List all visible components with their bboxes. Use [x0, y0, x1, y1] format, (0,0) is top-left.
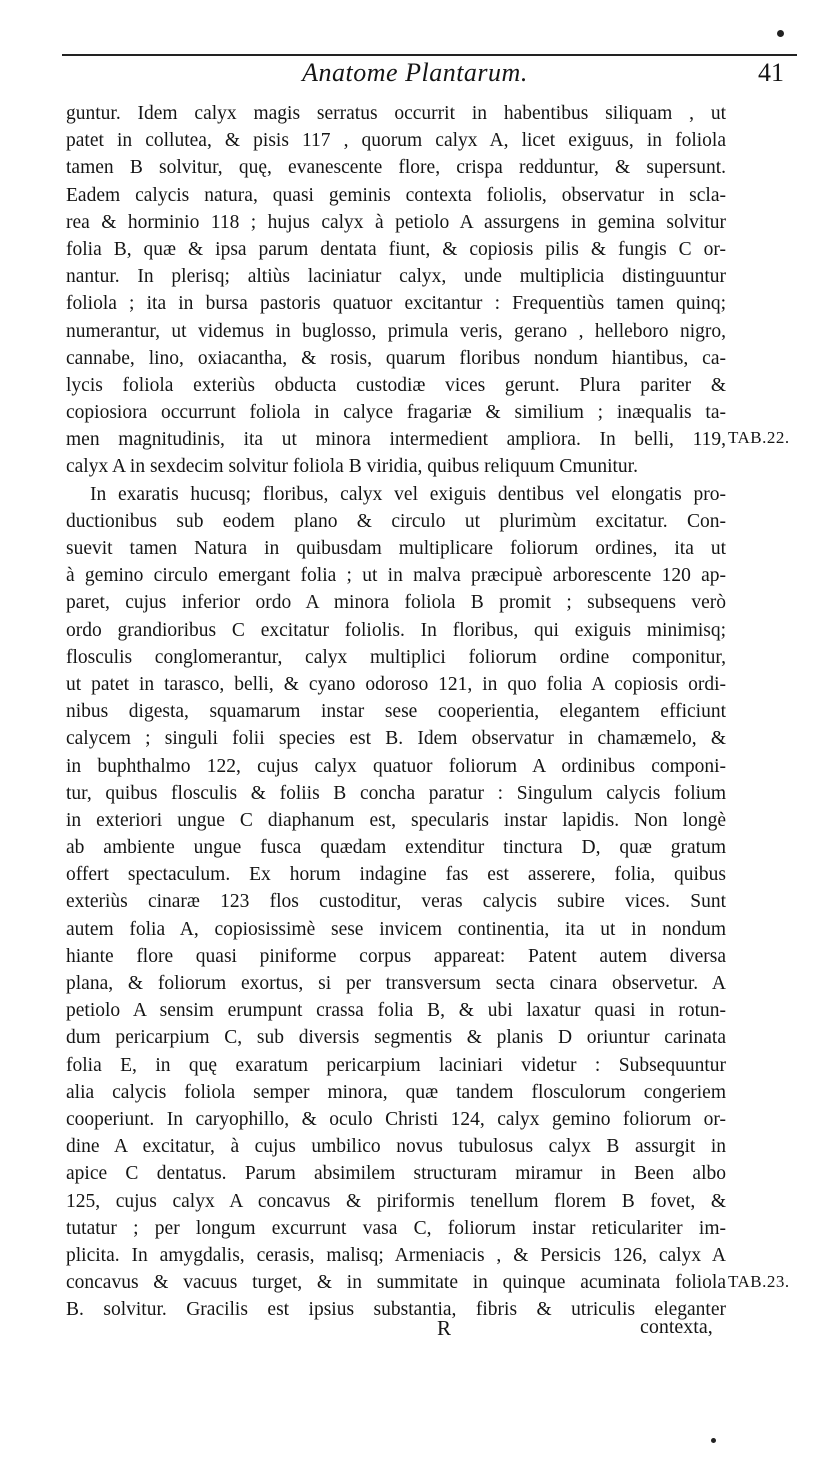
text-line: ordo grandioribus C excitatur foliolis. In floribus, qui exiguis minimisq; [66, 619, 726, 641]
text-line: calycem ; singuli folii species est B. Idem observatur in chamæmelo, & [66, 728, 726, 750]
text-line: rea & horminio 118 ; hujus calyx à petiolo A assurgens in gemina solvitur [66, 211, 726, 233]
text-line: à gemino circulo emergant folia ; ut in malva præcipuè arborescente 120 ap- [66, 565, 726, 587]
text-line: hiante flore quasi piniforme corpus appareat: Patent autem diversa [66, 945, 726, 967]
text-line: calyx A in sexdecim solvitur foliola B viridia, quibus reliquum Cmunitur. [66, 456, 638, 478]
ink-speck [711, 1438, 716, 1443]
text-line: In exaratis hucusq; floribus, calyx vel exiguis dentibus vel elongatis pro- [90, 483, 726, 505]
text-line: tamen B solvitur, quę, evanescente flore, crispa redduntur, & supersunt. [66, 157, 726, 179]
signature-mark: R [437, 1316, 452, 1340]
text-line: autem folia A, copiosissimè sese invicem continentia, ita ut in nondum [66, 918, 726, 940]
text-line: Eadem calycis natura, quasi geminis contexta foliolis, observatur in scla- [66, 184, 726, 206]
page-number: 41 [758, 58, 784, 87]
text-line: ab ambiente ungue fusca quædam extenditur tinctura D, quæ gratum [66, 837, 726, 859]
text-line: folia B, quæ & ipsa parum dentata fiunt, & copiosis pilis & fungis C or- [66, 238, 726, 260]
body-text [66, 100, 726, 1323]
text-line: cooperiunt. In caryophillo, & oculo Christi 124, calyx gemino foliorum or- [66, 1108, 726, 1130]
ink-speck [777, 30, 784, 37]
text-line: B. solvitur. Gracilis est ipsius substantia, fibris & utriculis eleganter [66, 1299, 726, 1321]
text-line: ut patet in tarasco, belli, & cyano odoroso 121, in quo folia A copiosis ordi- [66, 673, 726, 695]
text-line: concavus & vacuus turget, & in summitate in quinque acuminata foliola [66, 1272, 726, 1294]
text-line: numerantur, ut videmus in buglosso, primula veris, gerano , helleboro nigro, [66, 320, 726, 342]
text-line: alia calycis foliola semper minora, quæ tandem flosculorum congeriem [66, 1081, 726, 1103]
text-line: cannabe, lino, oxiacantha, & rosis, quarum floribus nondum hiantibus, ca- [66, 347, 726, 369]
text-line: folia E, in quę exaratum pericarpium laciniari videtur : Subsequuntur [66, 1054, 726, 1076]
text-line: paret, cujus inferior ordo A minora foliola B promit ; subsequens verò [66, 592, 726, 614]
catchword: contexta, [640, 1316, 713, 1338]
text-line: plicita. In amygdalis, cerasis, malisq; Armeniacis , & Persicis 126, calyx A [66, 1244, 726, 1266]
text-line: ductionibus sub eodem plano & circulo ut plurimùm excitatur. Con- [66, 510, 726, 532]
text-line: 125, cujus calyx A concavus & piriformis tenellum florem B fovet, & [66, 1190, 726, 1212]
text-line: men magnitudinis, ita ut minora intermedient ampliora. In belli, 119, [66, 429, 726, 451]
text-line: petiolo A sensim erumpunt crassa folia B, & ubi laxatur quasi in rotun- [66, 1000, 726, 1022]
text-line: nantur. In plerisq; altiùs laciniatur calyx, unde multiplicia distinguuntur [66, 266, 726, 288]
text-line: apice C dentatus. Parum absimilem structuram miramur in Been albo [66, 1163, 726, 1185]
text-line: in exteriori ungue C diaphanum est, specularis instar lapidis. Non longè [66, 809, 726, 831]
margin-note: TAB.22. [728, 428, 790, 448]
text-line: in buphthalmo 122, cujus calyx quatuor foliorum A ordinibus componi- [66, 755, 726, 777]
text-line: dine A excitatur, à cujus umbilico novus tubulosus calyx B assurgit in [66, 1136, 726, 1158]
text-line: nibus digesta, squamarum instar sese cooperientia, elegantem efficiunt [66, 701, 726, 723]
text-line: suevit tamen Natura in quibusdam multiplicare foliorum ordines, ita ut [66, 538, 726, 559]
text-line: offert spectaculum. Ex horum indagine fas est asserere, folia, quibus [66, 864, 726, 886]
text-line: guntur. Idem calyx magis serratus occurrit in habentibus siliquam , ut [66, 103, 726, 124]
margin-note: TAB.23. [728, 1271, 790, 1291]
running-title: Anatome Plantarum. [302, 58, 528, 87]
text-line: patet in collutea, & pisis 117 , quorum calyx A, licet exiguus, in foliola [66, 130, 726, 152]
text-line: tur, quibus flosculis & foliis B concha paratur : Singulum calycis folium [66, 782, 726, 804]
text-line: foliola ; ita in bursa pastoris quatuor excitantur : Frequentiùs tamen quinq; [66, 293, 726, 315]
text-line: dum pericarpium C, sub diversis segmentis & planis D oriuntur carinata [66, 1027, 726, 1049]
header-rule [62, 54, 797, 56]
text-line: tutatur ; per longum excurrunt vasa C, foliorum instar reticulariter im- [66, 1217, 726, 1239]
text-line: lycis foliola exteriùs obducta custodiæ vices gerunt. Plura pariter & [66, 374, 726, 396]
text-line: plana, & foliorum exortus, si per transversum secta cinara observetur. A [66, 973, 726, 994]
text-line: flosculis conglomerantur, calyx multiplici foliorum ordine componitur, [66, 646, 726, 668]
text-line: exteriùs cinaræ 123 flos custoditur, veras calycis subire vices. Sunt [66, 891, 726, 913]
text-line: copiosiora occurrunt foliola in calyce fragariæ & similium ; inæqualis ta- [66, 402, 726, 424]
